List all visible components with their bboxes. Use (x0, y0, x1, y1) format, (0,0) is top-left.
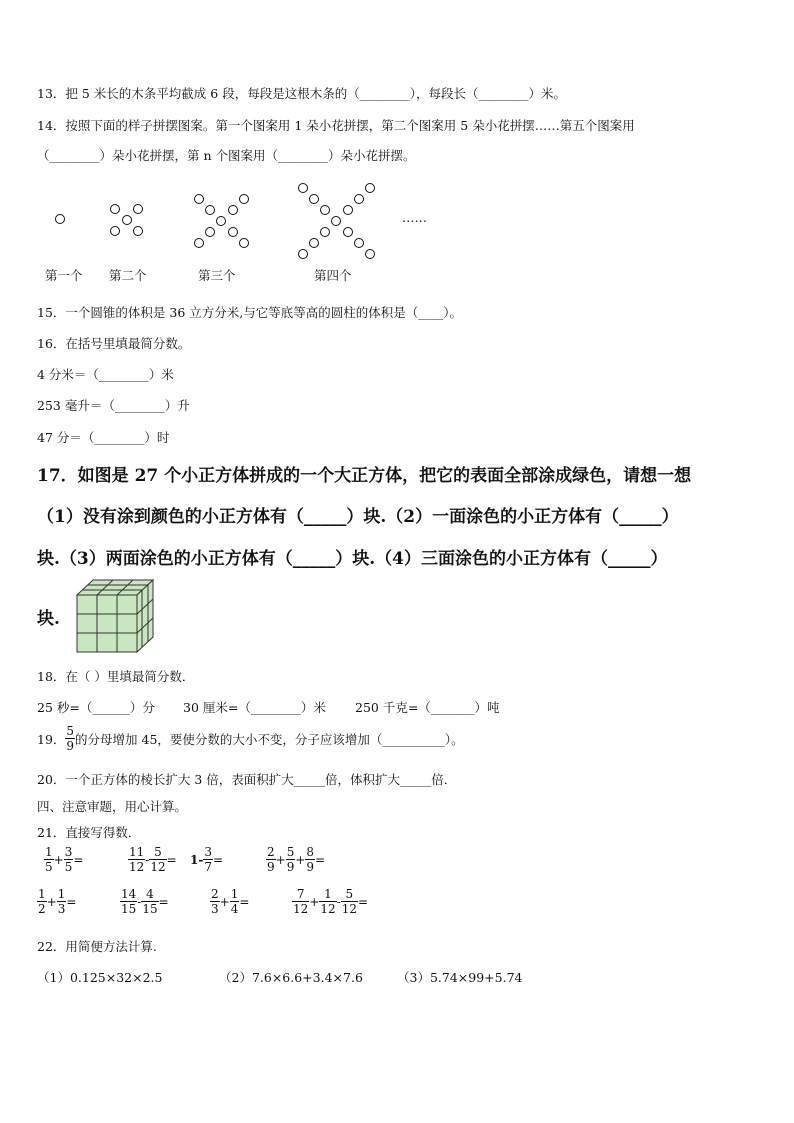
flower-circle (354, 238, 364, 248)
flower-circle (239, 194, 249, 204)
expression: $\frac{2}{9}$ + $\frac{5}{9}$ + $\frac{8}{9}$ = (267, 845, 326, 874)
question-21: 21．直接写得数． (37, 825, 141, 840)
expression-row (44, 845, 83, 874)
flower-circle (365, 249, 375, 259)
flower-circle (205, 205, 215, 215)
expression-row (190, 845, 223, 874)
flower-circle (133, 226, 143, 236)
expression: $\frac{2}{3}$ + $\frac{1}{4}$ = (211, 887, 250, 916)
expression-row (210, 887, 249, 916)
question-22: 22．用简便方法计算. (37, 939, 157, 954)
flower-circle (239, 238, 249, 248)
question-13: 13．把 5 米长的木条平均截成 6 段，每段是这根木条的（________），每段长（________）米。 (37, 86, 566, 101)
flower-circle (228, 205, 238, 215)
flower-circle (228, 227, 238, 237)
flower-circle (110, 204, 120, 214)
pattern-label-1: 第一个 (45, 268, 83, 283)
flower-circle (216, 216, 226, 226)
flower-circle (122, 215, 132, 225)
expression: $\frac{1}{2}$ + $\frac{1}{3}$ = (38, 887, 77, 916)
cube-front-face (77, 595, 137, 652)
question-19 (37, 724, 464, 753)
flower-circle (110, 226, 120, 236)
question-18: 18．在（ ）里填最简分数． (37, 669, 195, 684)
expression-row (292, 887, 368, 916)
fraction: $\frac{5}{9}$ (66, 724, 75, 753)
question-16-a: 4 分米＝（________）米 (37, 367, 174, 382)
pattern-ellipsis: …… (402, 210, 427, 225)
expression: $\frac{7}{12}$ + $\frac{1}{12}$ - $\frac{5}{12}$ = (293, 887, 369, 916)
flower-circle (205, 227, 215, 237)
flower-circle (320, 227, 330, 237)
question-22-b: （2）7.6×6.6+3.4×7.6 (219, 970, 363, 985)
flower-circle (309, 238, 319, 248)
pattern-label-3: 第三个 (198, 268, 236, 283)
flower-circle (55, 214, 65, 224)
question-17-line4: 块. (37, 609, 60, 629)
question-20: 20．一个正方体的棱长扩大 3 倍，表面积扩大_____倍，体积扩大_____倍． (37, 772, 457, 787)
question-14-line2: （________）朵小花拼摆，第 n 个图案用（________）朵小花拼摆。 (37, 148, 416, 163)
flower-circle (298, 249, 308, 259)
flower-circle (365, 183, 375, 193)
question-17-line3: 块.（3）两面涂色的小正方体有（_____）块.（4）三面涂色的小正方体有（_____） (37, 549, 668, 569)
expression-row (128, 845, 177, 874)
flower-circle (343, 205, 353, 215)
flower-circle (320, 205, 330, 215)
expression-row (120, 887, 169, 916)
question-16: 16．在括号里填最简分数。 (37, 336, 191, 351)
question-22-c: （3）5.74×99+5.74 (397, 970, 523, 985)
flower-circle (354, 194, 364, 204)
question-15: 15．一个圆锥的体积是 36 立方分米,与它等底等高的圆柱的体积是（____）。 (37, 305, 462, 320)
flower-circle (194, 238, 204, 248)
expression: 1- $\frac{3}{7}$ = (190, 845, 224, 874)
expression-row (266, 845, 325, 874)
flower-circle (133, 204, 143, 214)
flower-circle (309, 194, 319, 204)
cube-figure (76, 578, 156, 654)
flower-circle (343, 227, 353, 237)
question-17-line1: 17．如图是 27 个小正方体拼成的一个大正方体，把它的表面全部涂成绿色，请想一想 (37, 466, 692, 486)
question-18-b: 30 厘米=（________）米 (183, 700, 326, 715)
expression-row (37, 887, 76, 916)
expression: $\frac{11}{12}$ - $\frac{5}{12}$ = (129, 845, 177, 874)
expression: $\frac{1}{5}$ + $\frac{3}{5}$ = (45, 845, 84, 874)
expression: $\frac{14}{15}$ - $\frac{4}{15}$ = (121, 887, 169, 916)
flower-circle (194, 194, 204, 204)
question-18-a: 25 秒=（______）分 (37, 700, 155, 715)
question-19-number: 19． (37, 731, 66, 747)
question-17-line2: （1）没有涂到颜色的小正方体有（_____）块.（2）一面涂色的小正方体有（_____） (37, 507, 679, 527)
question-14-line1: 14．按照下面的样子拼摆图案。第一个图案用 1 朵小花拼摆，第二个图案用 5 朵小花拼摆……第五个图案用 (37, 118, 635, 133)
question-16-c: 47 分＝（________）时 (37, 430, 170, 445)
flower-circle (331, 216, 341, 226)
section-4-heading: 四、注意审题，用心计算。 (37, 799, 188, 814)
flower-circle (298, 183, 308, 193)
question-18-c: 250 千克=（_______）吨 (355, 700, 500, 715)
pattern-label-4: 第四个 (314, 268, 352, 283)
pattern-label-2: 第二个 (109, 268, 147, 283)
question-16-b: 253 毫升＝（________）升 (37, 398, 190, 413)
question-19-text: 的分母增加 45，要使分数的大小不变，分子应该增加（__________）。 (75, 731, 464, 747)
question-22-a: （1）0.125×32×2.5 (37, 970, 163, 985)
